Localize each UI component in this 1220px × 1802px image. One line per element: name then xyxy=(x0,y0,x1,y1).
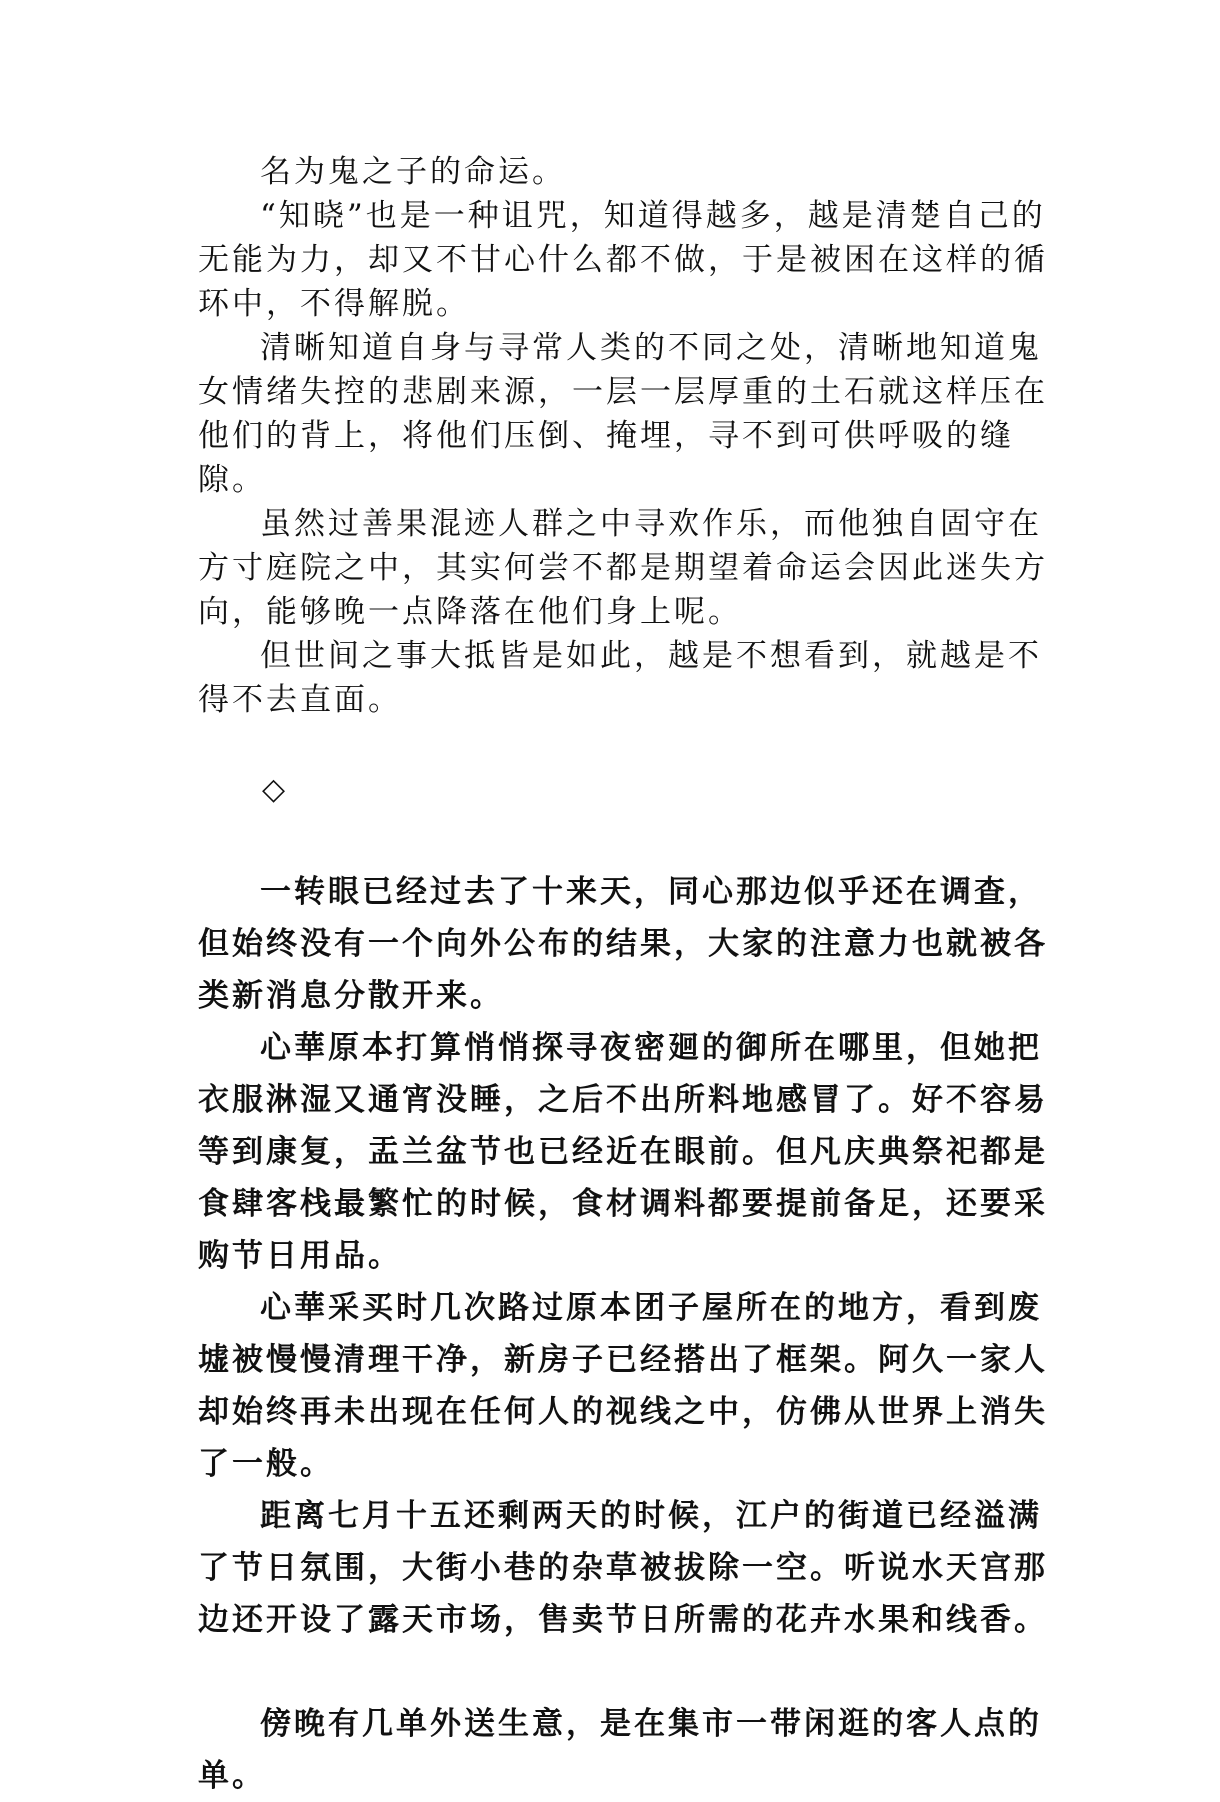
paragraph: 傍晚有几单外送生意，是在集市一带闲逛的客人点的单。 xyxy=(198,1706,1042,1794)
paragraph: 但世间之事大抵皆是如此，越是不想看到，就越是不得不去直面。 xyxy=(198,638,1042,718)
section-two xyxy=(198,866,1048,1802)
paragraph-gap xyxy=(198,1646,1048,1698)
paragraph: 一转眼已经过去了十来天，同心那边似乎还在调查，但始终没有一个向外公布的结果，大家的注意力也就被各类新消息分散开来。 xyxy=(198,874,1048,1014)
paragraph: 虽然过善果混迹人群之中寻欢作乐，而他独自固守在方寸庭院之中，其实何尝不都是期望着命运会因此迷失方向，能够晚一点降落在他们身上呢。 xyxy=(198,506,1048,630)
paragraph: “知晓”也是一种诅咒，知道得越多，越是清楚自己的无能为力，却又不甘心什么都不做，于是被困在这样的循环中，不得解脱。 xyxy=(198,198,1048,322)
section-divider: ◇ xyxy=(262,772,286,807)
section-one xyxy=(198,150,1048,722)
paragraph: 心華原本打算悄悄探寻夜密廻的御所在哪里，但她把衣服淋湿又通宵没睡，之后不出所料地感冒了。好不容易等到康复，盂兰盆节也已经近在眼前。但凡庆典祭祀都是食肆客栈最繁忙的时候，食材调料都要提前备足，还要采购节日用品。 xyxy=(198,1030,1048,1274)
paragraph: 距离七月十五还剩两天的时候，江户的街道已经溢满了节日氛围，大街小巷的杂草被拔除一空。听说水天宫那边还开设了露天市场，售卖节日所需的花卉水果和线香。 xyxy=(198,1498,1048,1638)
paragraph: 心華采买时几次路过原本团子屋所在的地方，看到废墟被慢慢清理干净，新房子已经搭出了框架。阿久一家人却始终再未出现在任何人的视线之中，仿佛从世界上消失了一般。 xyxy=(198,1290,1048,1482)
paragraph: 名为鬼之子的命运。 xyxy=(260,154,566,190)
paragraph: 清晰知道自身与寻常人类的不同之处，清晰地知道鬼女情绪失控的悲剧来源，一层一层厚重的土石就这样压在他们的背上，将他们压倒、掩埋，寻不到可供呼吸的缝隙。 xyxy=(198,330,1048,498)
document-page xyxy=(198,150,1048,1802)
